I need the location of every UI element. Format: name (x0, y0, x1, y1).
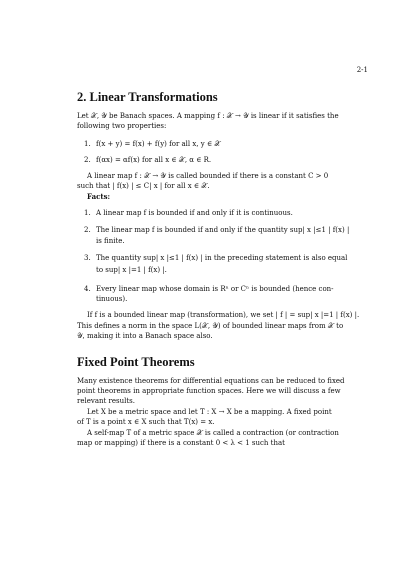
property-2-text: f(αx) = αf(x) for all x ∈ 𝒳, α ∈ R. (96, 156, 212, 164)
fact-3-line-2: to sup| x |=1 | f(x) |. (96, 266, 167, 274)
fixed-point-para2-line-1: Let X be a metric space and let T : X → X be a mapping. A fixed point (87, 408, 332, 416)
fixed-point-para3-line-2: map or mapping) if there is a constant 0 < λ < 1 such that (77, 439, 285, 447)
section-title-linear-transformations: 2. Linear Transformations (77, 90, 218, 104)
bounded-def-line-1: A linear map f : 𝒳 → 𝒴 is called bounded if there is a constant C > 0 (87, 172, 329, 180)
property-1-text: f(x + y) = f(x) + f(y) for all x, y ∈ 𝒳 (96, 140, 221, 148)
fact-2-number: 2. (84, 226, 91, 234)
property-2-number: 2. (84, 156, 91, 164)
fixed-point-para1-line-3: relevant results. (77, 397, 136, 405)
fixed-point-para1-line-1: Many existence theorems for differential equations can be reduced to fixed (77, 377, 345, 385)
property-1-number: 1. (84, 140, 91, 148)
fact-2-line-1: The linear map f is bounded if and only if the quantity sup| x |≤1 | f(x) | (96, 226, 350, 234)
norm-line-2: This defines a norm in the space L(𝒳, 𝒴) of bounded linear maps from 𝒳 to (77, 322, 344, 330)
fixed-point-para3-line-1: A self-map T of a metric space 𝒳 is called a contraction (or contraction (87, 429, 339, 437)
section-title-fixed-point-theorems: Fixed Point Theorems (77, 355, 195, 369)
facts-label: Facts: (87, 192, 111, 201)
page-number: 2-1 (356, 66, 368, 74)
intro-line-1: Let 𝒳, 𝒴 be Banach spaces. A mapping f : 𝒳 → 𝒴 is linear if it satisfies the (77, 112, 339, 120)
norm-line-3: 𝒴, making it into a Banach space also. (77, 332, 213, 340)
intro-line-2: following two properties: (77, 122, 167, 130)
fact-3-number: 3. (84, 254, 91, 262)
bounded-def-line-2: such that | f(x) | ≤ C| x | for all x ∈ 𝒳. (77, 182, 210, 190)
fact-4-line-1: Every linear map whose domain is Rⁿ or Cⁿ is bounded (hence con- (96, 285, 334, 293)
norm-line-1: If f is a bounded linear map (transformation), we set | f | = sup| x |=1 | f(x) |. (87, 311, 360, 319)
fact-4-line-2: tinuous). (96, 295, 128, 303)
fixed-point-para2-line-2: of T is a point x ∈ X such that T(x) = x. (77, 418, 215, 426)
fact-1-line-1: A linear map f is bounded if and only if it is continuous. (96, 209, 293, 217)
fact-1-number: 1. (84, 209, 91, 217)
fact-3-line-1: The quantity sup| x |≤1 | f(x) | in the preceding statement is also equal (96, 254, 348, 262)
fixed-point-para1-line-2: point theorems in appropriate function spaces. Here we will discuss a few (77, 387, 341, 395)
fact-2-line-2: is finite. (96, 237, 125, 245)
fact-4-number: 4. (84, 285, 91, 293)
